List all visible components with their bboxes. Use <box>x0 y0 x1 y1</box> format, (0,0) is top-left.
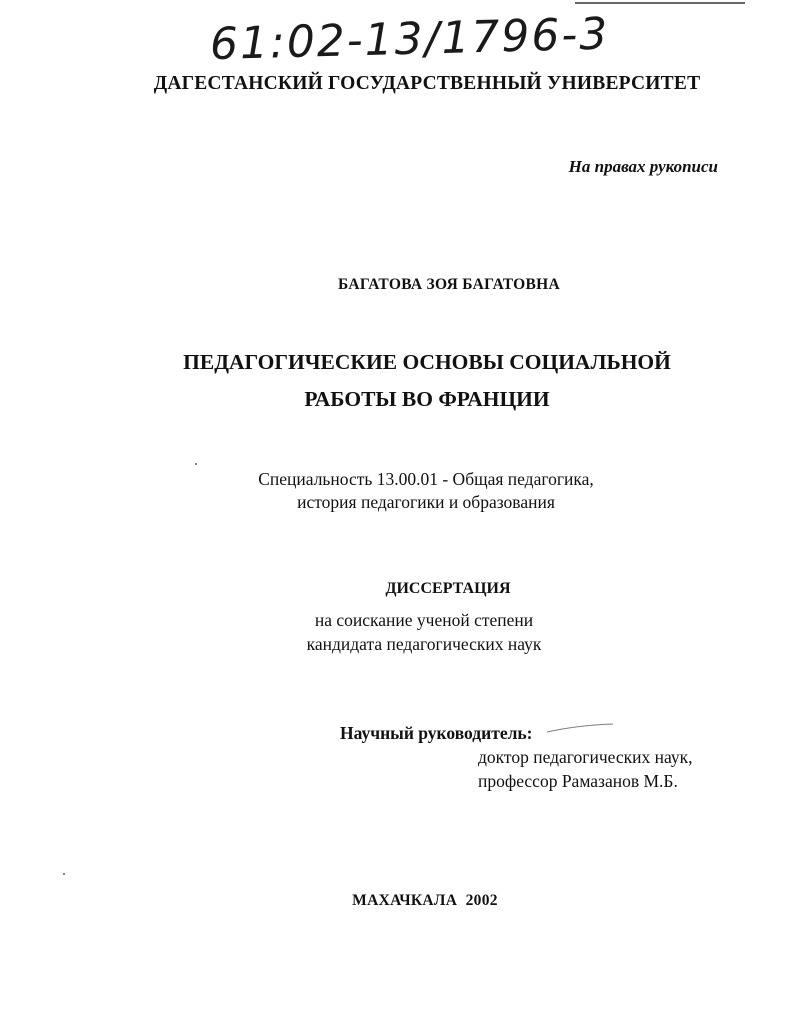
supervisor-degree: доктор педагогических наук, <box>478 747 693 767</box>
university-name: ДАГЕСТАНСКИЙ ГОСУДАРСТВЕННЫЙ УНИВЕРСИТЕТ <box>153 73 701 94</box>
thesis-title-line-2: РАБОТЫ ВО ФРАНЦИИ <box>304 387 550 411</box>
top-scan-rule <box>575 2 745 4</box>
thesis-title-line-1: ПЕДАГОГИЧЕСКИЕ ОСНОВЫ СОЦИАЛЬНОЙ <box>183 350 671 374</box>
degree-line-2: кандидата педагогических наук <box>306 634 542 654</box>
handwritten-archive-code <box>200 0 760 78</box>
supervisor-name: профессор Рамазанов М.Б. <box>478 771 678 791</box>
scan-speck <box>195 463 197 465</box>
archive-code-text: 61:02-13/1796-3 <box>209 8 610 71</box>
specialty-line-1: Специальность 13.00.01 - Общая педагогика, <box>258 469 594 489</box>
degree-line-1: на соискание ученой степени <box>314 610 534 630</box>
supervisor-label: Научный руководитель: <box>340 723 533 743</box>
specialty-line-2: история педагогики и образования <box>297 492 555 512</box>
scan-speck <box>63 873 65 875</box>
pen-stroke-mark <box>545 722 615 736</box>
author-name: БАГАТОВА ЗОЯ БАГАТОВНА <box>337 276 561 293</box>
city-year: МАХАЧКАЛА 2002 <box>352 892 498 909</box>
work-type-heading: ДИССЕРТАЦИЯ <box>385 580 511 597</box>
manuscript-note: На правах рукописи <box>568 157 718 176</box>
